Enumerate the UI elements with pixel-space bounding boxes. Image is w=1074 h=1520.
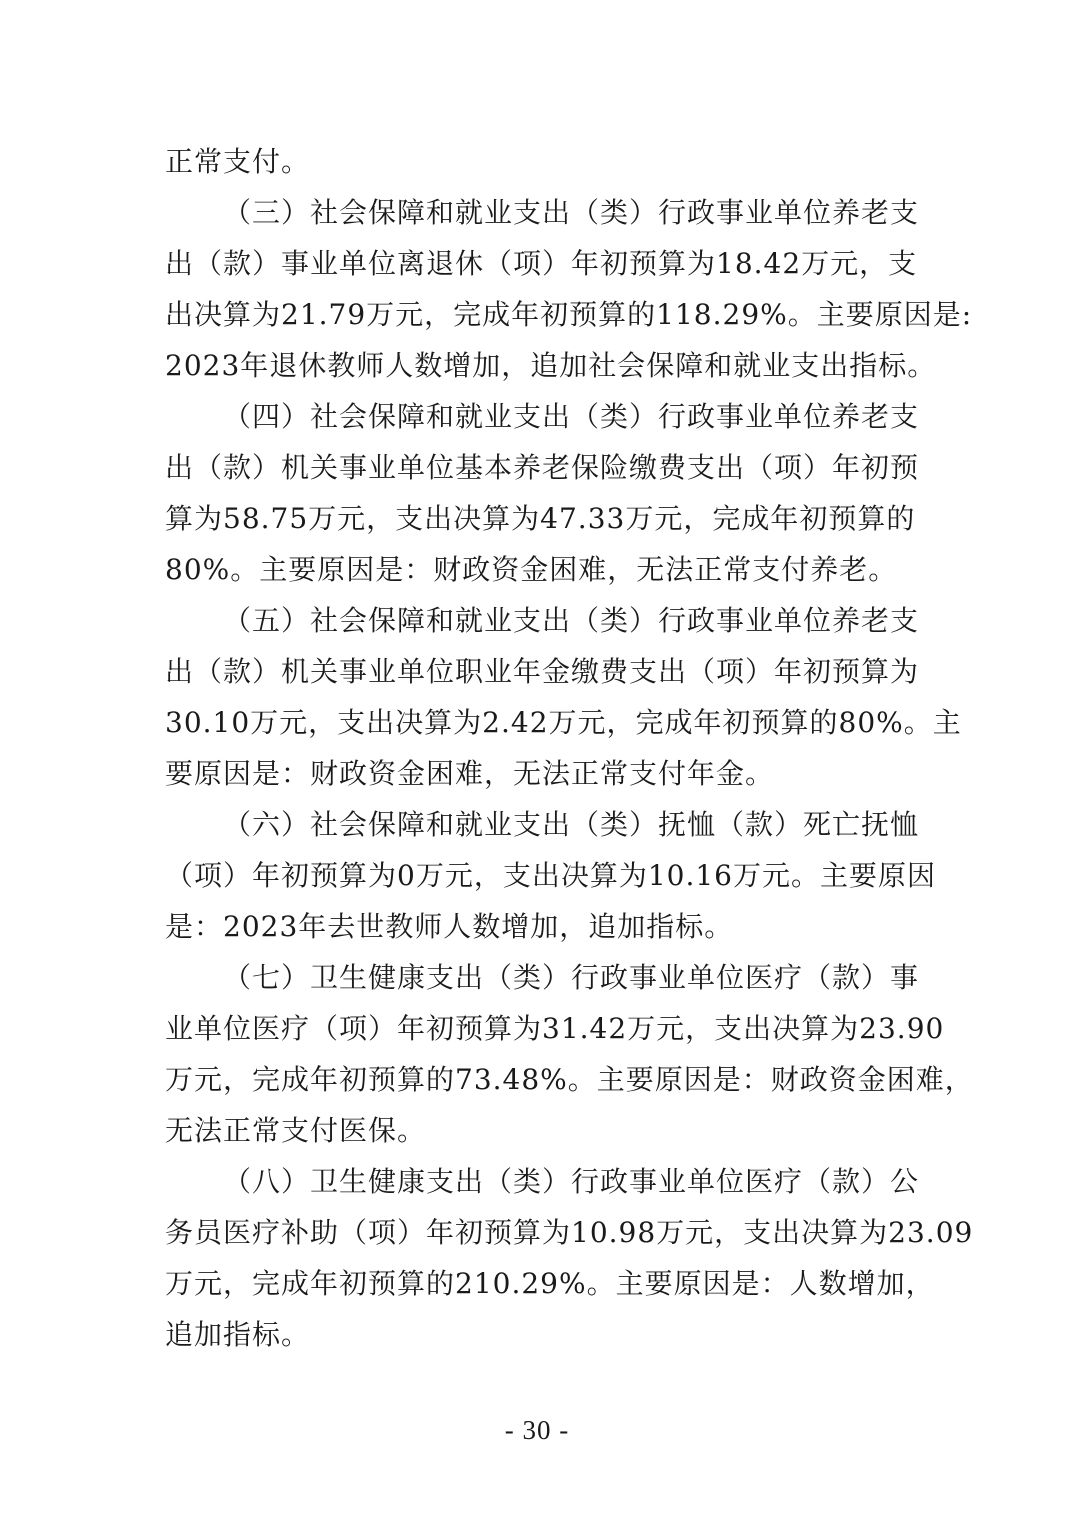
text-line: 追加指标。 (165, 1318, 311, 1351)
text-line: 务员医疗补助（项）年初预算为10.98万元，支出决算为23.09 (165, 1216, 974, 1249)
text-line: 30.10万元，支出决算为2.42万元，完成年初预算的80%。主 (165, 706, 962, 739)
text-line: 万元，完成年初预算的73.48%。主要原因是：财政资金困难， (165, 1063, 974, 1096)
text-line: （项）年初预算为0万元，支出决算为10.16万元。主要原因 (165, 859, 936, 892)
text-line: 出决算为21.79万元，完成年初预算的118.29%。主要原因是: (165, 298, 973, 331)
text-line: （五）社会保障和就业支出（类）行政事业单位养老支 (223, 604, 920, 637)
text-line: 业单位医疗（项）年初预算为31.42万元，支出决算为23.90 (165, 1012, 945, 1045)
page-number: - 30 - (504, 1415, 570, 1445)
text-line: （三）社会保障和就业支出（类）行政事业单位养老支 (223, 196, 920, 229)
text-line: 正常支付。 (165, 145, 311, 178)
text-line: 出（款）事业单位离退休（项）年初预算为18.42万元，支 (165, 247, 918, 280)
text-line: （八）卫生健康支出（类）行政事业单位医疗（款）公 (223, 1165, 920, 1198)
text-line: 万元，完成年初预算的210.29%。主要原因是：人数增加， (165, 1267, 935, 1300)
text-line: 要原因是：财政资金困难，无法正常支付年金。 (165, 757, 775, 790)
text-line: 出（款）机关事业单位基本养老保险缴费支出（项）年初预 (165, 451, 920, 484)
text-line: 2023年退休教师人数增加，追加社会保障和就业支出指标。 (165, 349, 937, 382)
text-line: （七）卫生健康支出（类）行政事业单位医疗（款）事 (223, 961, 920, 994)
text-line: 80%。主要原因是：财政资金困难，无法正常支付养老。 (165, 553, 898, 586)
document-body (165, 136, 974, 1360)
text-line: 无法正常支付医保。 (165, 1114, 427, 1147)
text-line: 是：2023年去世教师人数增加，追加指标。 (165, 910, 734, 943)
text-line: 算为58.75万元，支出决算为47.33万元，完成年初预算的 (165, 502, 916, 535)
text-line: （六）社会保障和就业支出（类）抚恤（款）死亡抚恤 (223, 808, 920, 841)
text-line: （四）社会保障和就业支出（类）行政事业单位养老支 (223, 400, 920, 433)
text-line: 出（款）机关事业单位职业年金缴费支出（项）年初预算为 (165, 655, 920, 688)
